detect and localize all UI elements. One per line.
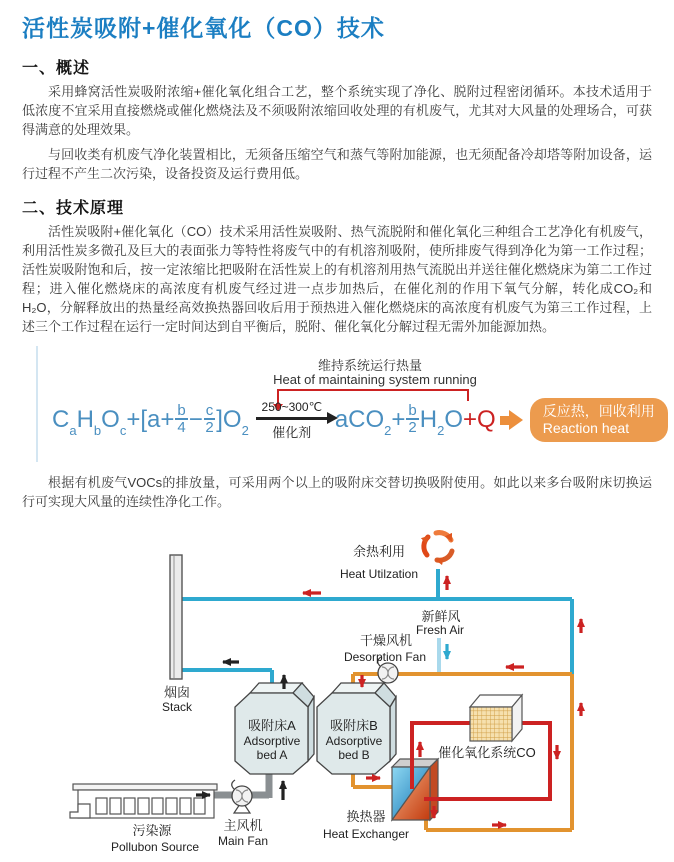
stack-label-en: Stack [161, 700, 193, 714]
badge-line-en: Reaction heat [542, 420, 630, 436]
heat-return-label-en: Heat of maintaining system running [273, 372, 477, 387]
bed-a-label-zh: 吸附床A [248, 718, 296, 733]
pollution-source-label-en: Pollubon Source [110, 840, 200, 854]
formula-left-rule [36, 346, 38, 462]
process-flow-diagram [0, 517, 674, 862]
page-title: 活性炭吸附+催化氧化（CO）技术 [22, 15, 385, 41]
reaction-condition-bottom: 催化剂 [272, 424, 312, 440]
pollution-source [70, 784, 217, 818]
stack [170, 555, 182, 679]
catalytic-oxidation-unit [470, 695, 522, 741]
note-paragraph: 根据有机废气VOCs的排放量，可采用两个以上的吸附床交替切换吸附使用。如此以来多台吸附床切换运行可实现大风量的连续性净化工作。 [22, 475, 652, 509]
main-fan-label-en: Main Fan [217, 834, 269, 848]
document-page [0, 10, 674, 852]
formula-row [52, 394, 668, 446]
bed-b-label-zh: 吸附床B [330, 718, 378, 733]
badge-line-zh: 反应热，回收利用 [542, 403, 655, 419]
reaction-formula-block [0, 342, 674, 470]
principle-paragraph: 活性炭吸附+催化氧化（CO）技术采用活性炭吸附、热气流脱附和催化氧化三种组合工艺净化有机废气，利用活性炭多微孔及巨大的表面张力等特性将废气中的有机溶剂吸附，使所排废气得到净化为第一工作过程；活性炭吸附饱和后，按一定浓缩比把吸附在活性炭上的有机溶剂用热气流脱出并送往催化燃烧床为第二工作过程；进入催化燃烧床的高浓度有机废气经过进一点步加热后，在催化剂的作用下氧气分解，转化成CO₂和H₂O，分解释放出的热量经高效换热器回收后用于预热进入催化燃烧床的高浓度有机废气为第三工作过程，上述三个工作过程在运行一定时间达到自平衡后，脱附、催化氧化分解过程无需外加能源加热。 [22, 224, 652, 334]
formula-lhs: C a H b O c +[a+ $\frac{b}{4}$ − $\frac{c}{2}$ ]O 2 [52, 402, 249, 438]
section-overview-heading: 一、概述 [22, 60, 91, 77]
bed-a-label-en2: bed A [256, 748, 288, 762]
bed-b-label-en2: bed B [338, 748, 370, 762]
formula-rhs: aCO 2 + $\frac{b}{2}$ H 2 O +Q [334, 402, 496, 438]
reaction-arrow [256, 400, 328, 441]
heat-util-label-en: Heat Utilzation [339, 567, 419, 581]
stack-label-zh: 烟囱 [163, 685, 191, 700]
desorption-fan-label-en: Desorption Fan [343, 650, 427, 664]
recycle-icon [424, 533, 452, 561]
reaction-heat-badge [530, 398, 668, 442]
fresh-air-label-zh: 新鲜风 [421, 609, 461, 624]
overview-paragraph-2: 与回收类有机废气净化装置相比，无须备压缩空气和蒸气等附加能源，也无须配备冷却塔等附加设备，运行过程不产生二次污染，设备投资及运行费用低。 [22, 147, 652, 181]
bed-b-label-en1: Adsorptive [325, 734, 383, 748]
heat-return-label-zh: 维持系统运行热量 [317, 358, 422, 373]
heat-return-bracket [277, 389, 469, 391]
main-fan-icon [232, 780, 252, 813]
heat-util-label-zh: 余热利用 [352, 544, 406, 559]
result-arrow-icon [500, 410, 523, 430]
desorption-fan-label-zh: 干燥风机 [359, 633, 413, 648]
pollution-source-label-zh: 污染源 [132, 823, 172, 838]
heat-exchanger-label-zh: 换热器 [346, 809, 386, 824]
catalytic-system-label: 催化氧化系统CO [438, 745, 536, 760]
heat-exchanger [392, 759, 438, 820]
main-fan-label-zh: 主风机 [223, 818, 263, 833]
fresh-air-label-en: Fresh Air [415, 623, 465, 637]
section-principle-heading: 二、技术原理 [22, 200, 125, 217]
reaction-arrow-shaft [256, 417, 328, 420]
heat-exchanger-label-en: Heat Exchanger [322, 827, 410, 841]
reaction-condition-top: 250~300℃ [261, 399, 323, 414]
overview-paragraph-1: 采用蜂窝活性炭吸附浓缩+催化氧化组合工艺，整个系统实现了净化、脱附过程密闭循环。本技术适用于低浓度不宜采用直接燃烧或催化燃烧法及不须吸附浓缩回收处理的有机废气，尤其对大风量的处理场合，可获得满意的处理效果。 [22, 84, 652, 137]
bed-a-label-en1: Adsorptive [243, 734, 301, 748]
